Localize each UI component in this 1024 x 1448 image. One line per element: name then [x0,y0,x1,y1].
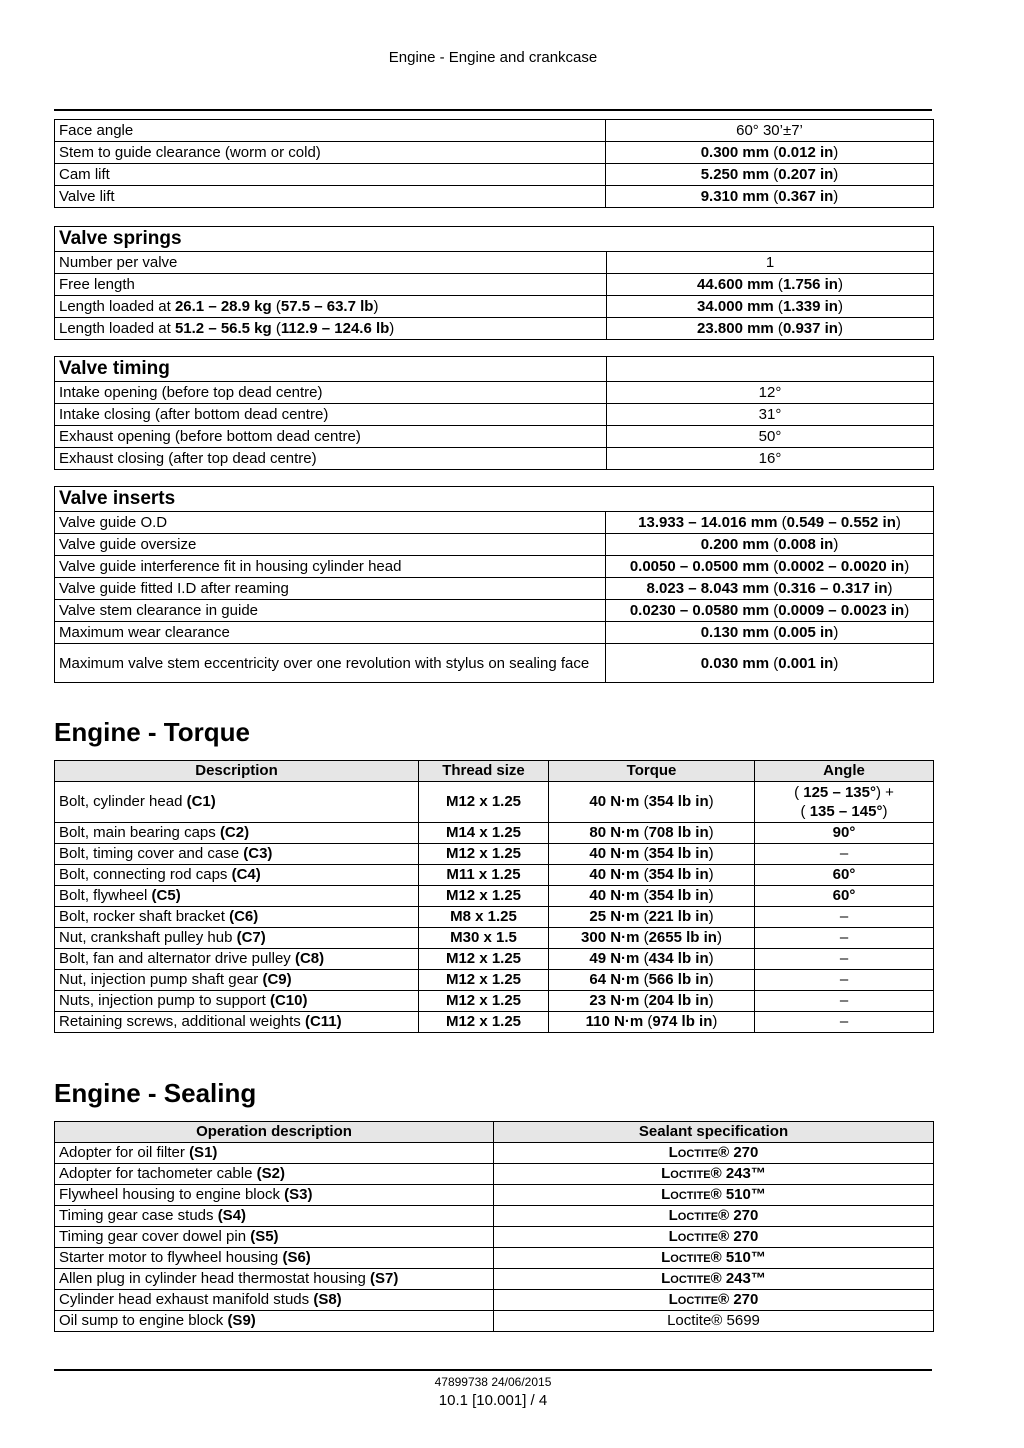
spec-label: Exhaust opening (before bottom dead centre) [55,426,607,448]
torque-value: 40 N·m (354 lb in) [549,844,755,865]
angle-value: 60° [755,865,934,886]
torque-value: 25 N·m (221 lb in) [549,907,755,928]
angle-value: – [755,907,934,928]
torque-description: Bolt, rocker shaft bracket (C6) [55,907,419,928]
table-row [55,142,934,164]
table-row [55,1164,934,1185]
spec-label: Maximum wear clearance [55,622,606,644]
spec-value: 16° [607,448,934,470]
sealant-spec: Loctite® 270 [494,1143,934,1164]
torque-description: Bolt, timing cover and case (C3) [55,844,419,865]
operation-description: Timing gear cover dowel pin (S5) [55,1227,494,1248]
spec-label: Length loaded at 51.2 – 56.5 kg (112.9 – 124.6 lb) [55,318,607,340]
thread-size: M12 x 1.25 [419,886,549,907]
spec-value: 50° [607,426,934,448]
torque-value: 23 N·m (204 lb in) [549,991,755,1012]
spec-value: 31° [607,404,934,426]
torque-value: 80 N·m (708 lb in) [549,823,755,844]
torque-description: Bolt, connecting rod caps (C4) [55,865,419,886]
section-title: Valve timing [55,357,607,382]
table-row [55,844,934,865]
sealant-spec: Loctite® 243™ [494,1269,934,1290]
section-header-row [55,487,934,512]
sealant-spec: Loctite® 270 [494,1227,934,1248]
table-row [55,318,934,340]
torque-value: 64 N·m (566 lb in) [549,970,755,991]
thread-size: M11 x 1.25 [419,865,549,886]
sealant-spec: Loctite® 510™ [494,1185,934,1206]
angle-value: – [755,991,934,1012]
section-heading-sealing: Engine - Sealing [54,1078,257,1108]
spec-value: 13.933 – 14.016 mm (0.549 – 0.552 in) [606,512,934,534]
spec-label: Maximum valve stem eccentricity over one revolution with stylus on sealing face [55,644,606,683]
operation-description: Timing gear case studs (S4) [55,1206,494,1227]
table-row [55,970,934,991]
spec-value: 0.300 mm (0.012 in) [606,142,934,164]
torque-description: Bolt, cylinder head (C1) [55,782,419,823]
table-header-row [55,1122,934,1143]
table-row [55,578,934,600]
table-row [55,1206,934,1227]
empty-cell [607,357,934,382]
spec-value: 44.600 mm (1.756 in) [607,274,934,296]
section-heading-torque: Engine - Torque [54,717,250,747]
document-number: 47899738 24/06/2015 [434,1375,552,1389]
valve-timing-table [54,356,934,470]
torque-value: 40 N·m (354 lb in) [549,782,755,823]
spec-label: Free length [55,274,607,296]
operation-description: Flywheel housing to engine block (S3) [55,1185,494,1206]
table-row [55,404,934,426]
valve-inserts-table [54,486,934,683]
section-header-row [55,227,934,252]
table-row [55,512,934,534]
sealant-spec: Loctite® 243™ [494,1164,934,1185]
table-row [55,1311,934,1332]
table-row [55,991,934,1012]
torque-value: 40 N·m (354 lb in) [549,865,755,886]
spec-label: Cam lift [55,164,606,186]
spec-label: Intake opening (before top dead centre) [55,382,607,404]
operation-description: Allen plug in cylinder head thermostat housing (S7) [55,1269,494,1290]
spec-label: Valve lift [55,186,606,208]
spec-label: Valve guide oversize [55,534,606,556]
torque-description: Bolt, main bearing caps (C2) [55,823,419,844]
torque-value: 49 N·m (434 lb in) [549,949,755,970]
spec-label: Exhaust closing (after top dead centre) [55,448,607,470]
spec-value: 9.310 mm (0.367 in) [606,186,934,208]
sealant-spec: Loctite® 5699 [494,1311,934,1332]
table-row [55,448,934,470]
table-row [55,296,934,318]
torque-value: 40 N·m (354 lb in) [549,886,755,907]
spec-label: Valve guide O.D [55,512,606,534]
angle-value: – [755,928,934,949]
spec-label: Number per valve [55,252,607,274]
thread-size: M12 x 1.25 [419,844,549,865]
thread-size: M30 x 1.5 [419,928,549,949]
table-row [55,382,934,404]
operation-description: Adopter for tachometer cable (S2) [55,1164,494,1185]
table-row [55,622,934,644]
column-header: Sealant specification [494,1122,934,1143]
table-row [55,823,934,844]
spec-value: 60° 30’±7’ [606,120,934,142]
table-row [55,120,934,142]
table-row [55,1290,934,1311]
spec-label: Intake closing (after bottom dead centre) [55,404,607,426]
angle-value: 90° [755,823,934,844]
sealant-spec: Loctite® 510™ [494,1248,934,1269]
page-number: 10.1 [10.001] / 4 [438,1392,548,1409]
spec-value: 12° [607,382,934,404]
valve-springs-table [54,226,934,340]
spec-value: 8.023 – 8.043 mm (0.316 – 0.317 in) [606,578,934,600]
column-header: Operation description [55,1122,494,1143]
footer-rule [54,1369,932,1371]
thread-size: M12 x 1.25 [419,970,549,991]
spec-label: Stem to guide clearance (worm or cold) [55,142,606,164]
column-header: Torque [549,761,755,782]
table-row [55,644,934,683]
spec-label: Valve stem clearance in guide [55,600,606,622]
table-row [55,164,934,186]
table-row [55,886,934,907]
table-row [55,1269,934,1290]
thread-size: M12 x 1.25 [419,782,549,823]
torque-description: Nut, crankshaft pulley hub (C7) [55,928,419,949]
torque-description: Bolt, fan and alternator drive pulley (C8) [55,949,419,970]
angle-value: ( 125 – 135°) + ( 135 – 145°) [755,782,934,823]
thread-size: M12 x 1.25 [419,949,549,970]
spec-label: Valve guide interference fit in housing cylinder head [55,556,606,578]
spec-value: 23.800 mm (0.937 in) [607,318,934,340]
table-row [55,928,934,949]
angle-value: – [755,844,934,865]
sealant-spec: Loctite® 270 [494,1290,934,1311]
spec-value: 0.200 mm (0.008 in) [606,534,934,556]
table-row [55,1248,934,1269]
table-row [55,534,934,556]
table-row [55,556,934,578]
valve-spec-table [54,119,934,208]
torque-description: Retaining screws, additional weights (C11) [55,1012,419,1033]
table-row [55,1012,934,1033]
spec-value: 34.000 mm (1.339 in) [607,296,934,318]
thread-size: M8 x 1.25 [419,907,549,928]
spec-label: Valve guide fitted I.D after reaming [55,578,606,600]
torque-description: Nut, injection pump shaft gear (C9) [55,970,419,991]
operation-description: Adopter for oil filter (S1) [55,1143,494,1164]
section-header-row [55,357,934,382]
torque-value: 110 N·m (974 lb in) [549,1012,755,1033]
section-title: Valve inserts [55,487,934,512]
operation-description: Cylinder head exhaust manifold studs (S8) [55,1290,494,1311]
section-title: Valve springs [55,227,934,252]
spec-value: 0.0230 – 0.0580 mm (0.0009 – 0.0023 in) [606,600,934,622]
angle-value: – [755,949,934,970]
column-header: Thread size [419,761,549,782]
spec-value: 1 [607,252,934,274]
running-header: Engine - Engine and crankcase [388,49,598,66]
spec-value: 5.250 mm (0.207 in) [606,164,934,186]
table-row [55,186,934,208]
sealing-table [54,1121,934,1332]
torque-table [54,760,934,1033]
table-row [55,865,934,886]
thread-size: M14 x 1.25 [419,823,549,844]
angle-value: – [755,1012,934,1033]
table-row [55,949,934,970]
operation-description: Oil sump to engine block (S9) [55,1311,494,1332]
table-row [55,1227,934,1248]
torque-value: 300 N·m (2655 lb in) [549,928,755,949]
thread-size: M12 x 1.25 [419,991,549,1012]
torque-description: Bolt, flywheel (C5) [55,886,419,907]
spec-value: 0.0050 – 0.0500 mm (0.0002 – 0.0020 in) [606,556,934,578]
thread-size: M12 x 1.25 [419,1012,549,1033]
table-row [55,1185,934,1206]
table-row [55,600,934,622]
torque-description: Nuts, injection pump to support (C10) [55,991,419,1012]
angle-value: 60° [755,886,934,907]
table-row [55,252,934,274]
sealant-spec: Loctite® 270 [494,1206,934,1227]
spec-label: Face angle [55,120,606,142]
column-header: Angle [755,761,934,782]
spec-label: Length loaded at 26.1 – 28.9 kg (57.5 – 63.7 lb) [55,296,607,318]
spec-value: 0.130 mm (0.005 in) [606,622,934,644]
table-row [55,1143,934,1164]
header-rule [54,109,932,111]
table-row [55,907,934,928]
angle-value: – [755,970,934,991]
column-header: Description [55,761,419,782]
spec-value: 0.030 mm (0.001 in) [606,644,934,683]
table-header-row [55,761,934,782]
table-row [55,782,934,823]
operation-description: Starter motor to flywheel housing (S6) [55,1248,494,1269]
table-row [55,274,934,296]
table-row [55,426,934,448]
